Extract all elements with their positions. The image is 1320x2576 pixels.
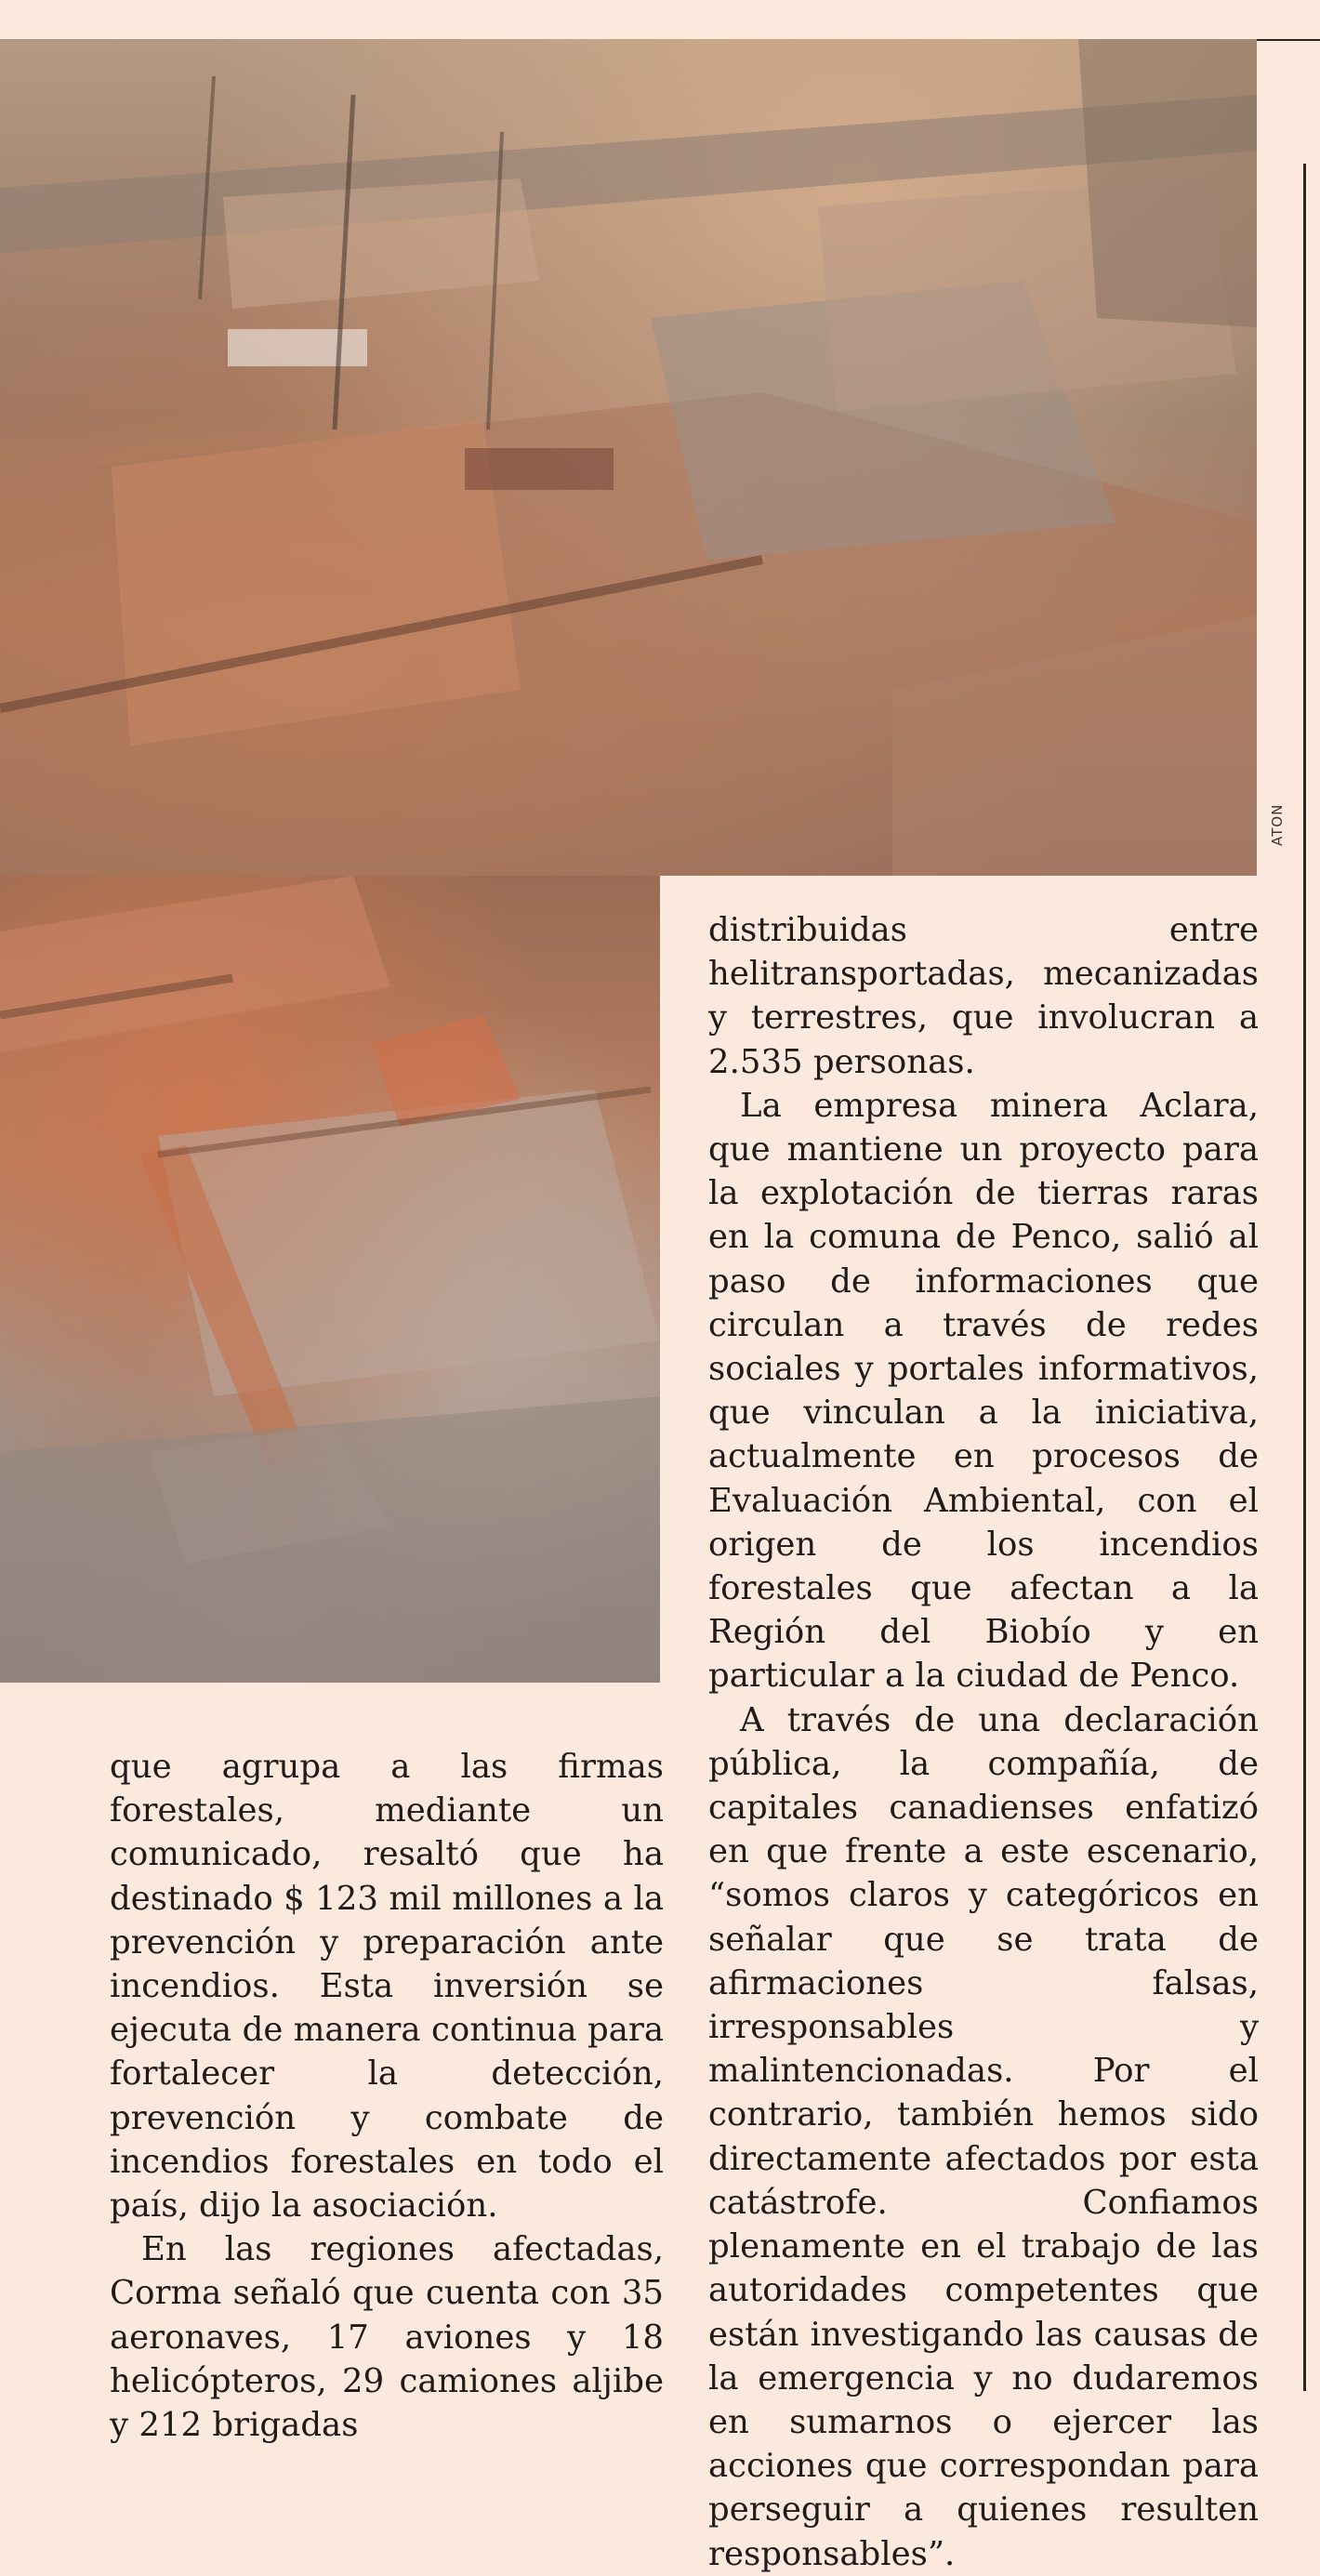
column-rule xyxy=(1303,164,1306,2391)
paragraph: distribuidas entre helitransportadas, mecanizadas y terrestres, que involucran a 2.535 personas. xyxy=(708,911,1259,1081)
paragraph: En las regiones afectadas, Corma señaló que cuenta con 35 aeronaves, 17 aviones y 18 helicópteros, 29 camiones aljibe y 212 brigadas xyxy=(110,2230,664,2445)
article-photo-lower xyxy=(0,876,660,1683)
photo-credit: ATON xyxy=(1269,803,1286,846)
paragraph: que agrupa a las firmas forestales, mediante un comunicado, resaltó que ha destinado $ 123 mil millones a la prevención y preparación ante incendios. Esta inversión se ejecuta de manera continua para fortalecer la detección, prevención y combate de incendios forestales en todo el país, dijo la asociación. xyxy=(110,1748,664,2226)
top-rule xyxy=(1257,39,1320,41)
article-column-left xyxy=(110,1745,664,2447)
burned-town-illustration xyxy=(0,39,1257,876)
burned-ruins-illustration xyxy=(0,876,660,1683)
article-column-right xyxy=(708,908,1259,2576)
article-photo xyxy=(0,39,1257,876)
paragraph: A través de una declaración pública, la compañía, de capitales canadienses enfatizó en que frente a este escenario, “somos claros y categóricos en señalar que se trata de afirmaciones falsas, irresponsables y malintencionadas. Por el contrario, también hemos sido directamente afectados por esta catástrofe. Confiamos plenamente en el trabajo de las autoridades competentes que están investigando las causas de la emergencia y no dudaremos en sumarnos o ejercer las acciones que correspondan para perseguir a quienes resulten responsables”. xyxy=(708,1700,1259,2573)
paragraph: La empresa minera Aclara, que mantiene un proyecto para la explotación de tierras raras en la comuna de Penco, salió al paso de informaciones que circulan a través de redes sociales y portales informativos, que vinculan a la iniciativa, actualmente en procesos de Evaluación Ambiental, con el origen de los incendios forestales que afectan a la Región del Biobío y en particular a la ciudad de Penco. xyxy=(708,1086,1259,1696)
